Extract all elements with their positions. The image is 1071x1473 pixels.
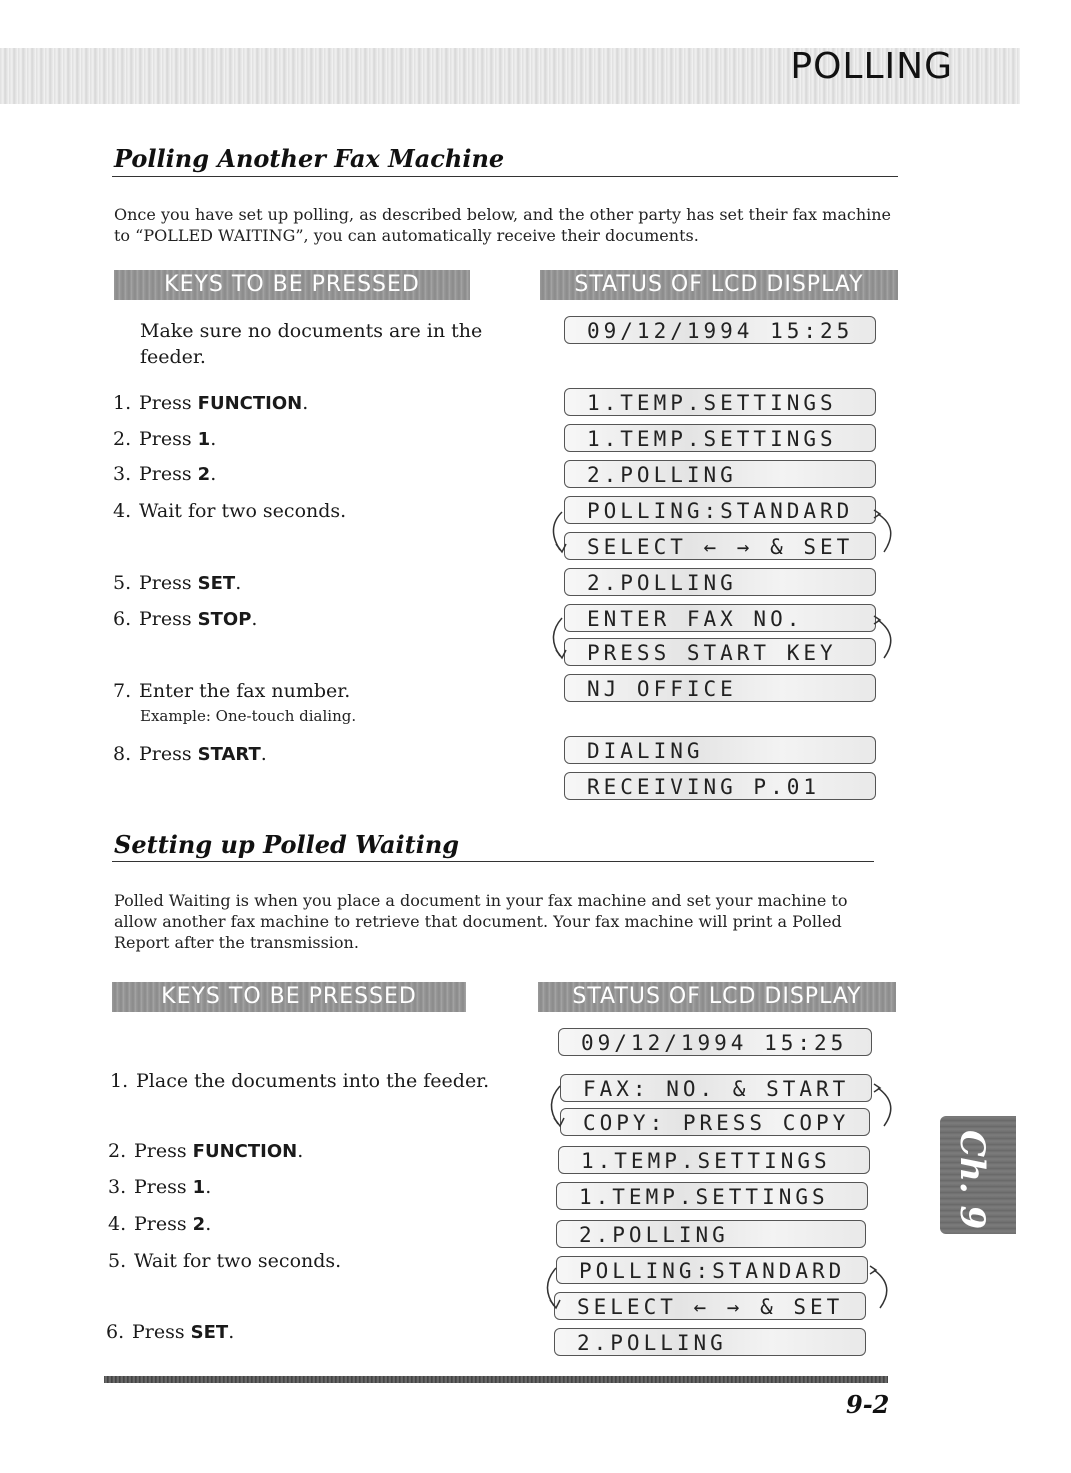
- lcd-screen: 09/12/1994 15:25: [564, 316, 876, 344]
- step: 6. Press SET.: [106, 1321, 235, 1343]
- section-title-polling-another: Polling Another Fax Machine: [114, 144, 505, 173]
- lcd-screen: PRESS START KEY: [564, 638, 876, 666]
- step: 8. Press START.: [113, 743, 267, 765]
- step: 3. Press 2.: [113, 463, 217, 485]
- chapter-tab: Ch. 9: [940, 1116, 1016, 1234]
- page-number: 9-2: [846, 1390, 890, 1419]
- lcd-screen: 2.POLLING: [556, 1220, 866, 1248]
- lcd-screen: ENTER FAX NO.: [564, 604, 876, 632]
- lcd-screen: 1.TEMP.SETTINGS: [564, 424, 876, 452]
- chapter-title: POLLING: [790, 46, 953, 87]
- lcd-screen: 2.POLLING: [564, 568, 876, 596]
- lcd-screen: SELECT ← → & SET: [554, 1292, 866, 1320]
- cycle-arrows-icon: [534, 500, 904, 570]
- pre-step: Make sure no documents are in the feeder.: [140, 320, 483, 368]
- section-intro: Once you have set up polling, as described below, and the other party has set their fax machine to “POLLED WAITING”, you can automatically receive their documents.: [114, 205, 892, 245]
- step: 1. Place the documents into the feeder.: [110, 1070, 490, 1092]
- step: 5. Wait for two seconds.: [108, 1250, 342, 1272]
- lcd-screen: 1.TEMP.SETTINGS: [564, 388, 876, 416]
- cycle-arrows-icon: [530, 1076, 900, 1146]
- lcd-screen: FAX: NO. & START: [560, 1074, 872, 1102]
- lcd-screen: NJ OFFICE: [564, 674, 876, 702]
- footer-rule: [104, 1376, 888, 1383]
- lcd-screen: POLLING:STANDARD: [556, 1256, 868, 1284]
- section-intro: Polled Waiting is when you place a document in your fax machine and set your machine to allow another fax machine to retrieve that document. Your fax machine will print a Polled Report after the transmission.: [114, 891, 848, 952]
- step: 1. Press FUNCTION.: [113, 392, 309, 414]
- lcd-screen: 1.TEMP.SETTINGS: [558, 1146, 870, 1174]
- lcd-screen: 2.POLLING: [554, 1328, 866, 1356]
- keys-banner: KEYS TO BE PRESSED: [112, 982, 466, 1012]
- keys-banner: KEYS TO BE PRESSED: [114, 270, 470, 300]
- step: 3. Press 1.: [108, 1176, 212, 1198]
- lcd-screen: 2.POLLING: [564, 460, 876, 488]
- step: 4. Wait for two seconds.: [113, 500, 347, 522]
- lcd-screen: 09/12/1994 15:25: [558, 1028, 872, 1056]
- step: 4. Press 2.: [108, 1213, 212, 1235]
- step: 2. Press FUNCTION.: [108, 1140, 304, 1162]
- section-rule: [112, 861, 874, 862]
- section-rule: [112, 176, 898, 177]
- lcd-screen: RECEIVING P.01: [564, 772, 876, 800]
- lcd-screen: 1.TEMP.SETTINGS: [556, 1182, 868, 1210]
- cycle-arrows-icon: [534, 608, 904, 678]
- step: 5. Press SET.: [113, 572, 242, 594]
- lcd-banner: STATUS OF LCD DISPLAY: [538, 982, 896, 1012]
- step-note: Example: One-touch dialing.: [140, 707, 357, 725]
- lcd-screen: POLLING:STANDARD: [564, 496, 876, 524]
- lcd-screen: SELECT ← → & SET: [564, 532, 876, 560]
- lcd-banner: STATUS OF LCD DISPLAY: [540, 270, 898, 300]
- lcd-screen: DIALING: [564, 736, 876, 764]
- lcd-screen: COPY: PRESS COPY: [560, 1108, 870, 1136]
- cycle-arrows-icon: [526, 1260, 896, 1330]
- section-title-polled-waiting: Setting up Polled Waiting: [114, 830, 460, 859]
- step: 7. Enter the fax number.: [113, 680, 351, 702]
- step: 2. Press 1.: [113, 428, 217, 450]
- step: 6. Press STOP.: [113, 608, 258, 630]
